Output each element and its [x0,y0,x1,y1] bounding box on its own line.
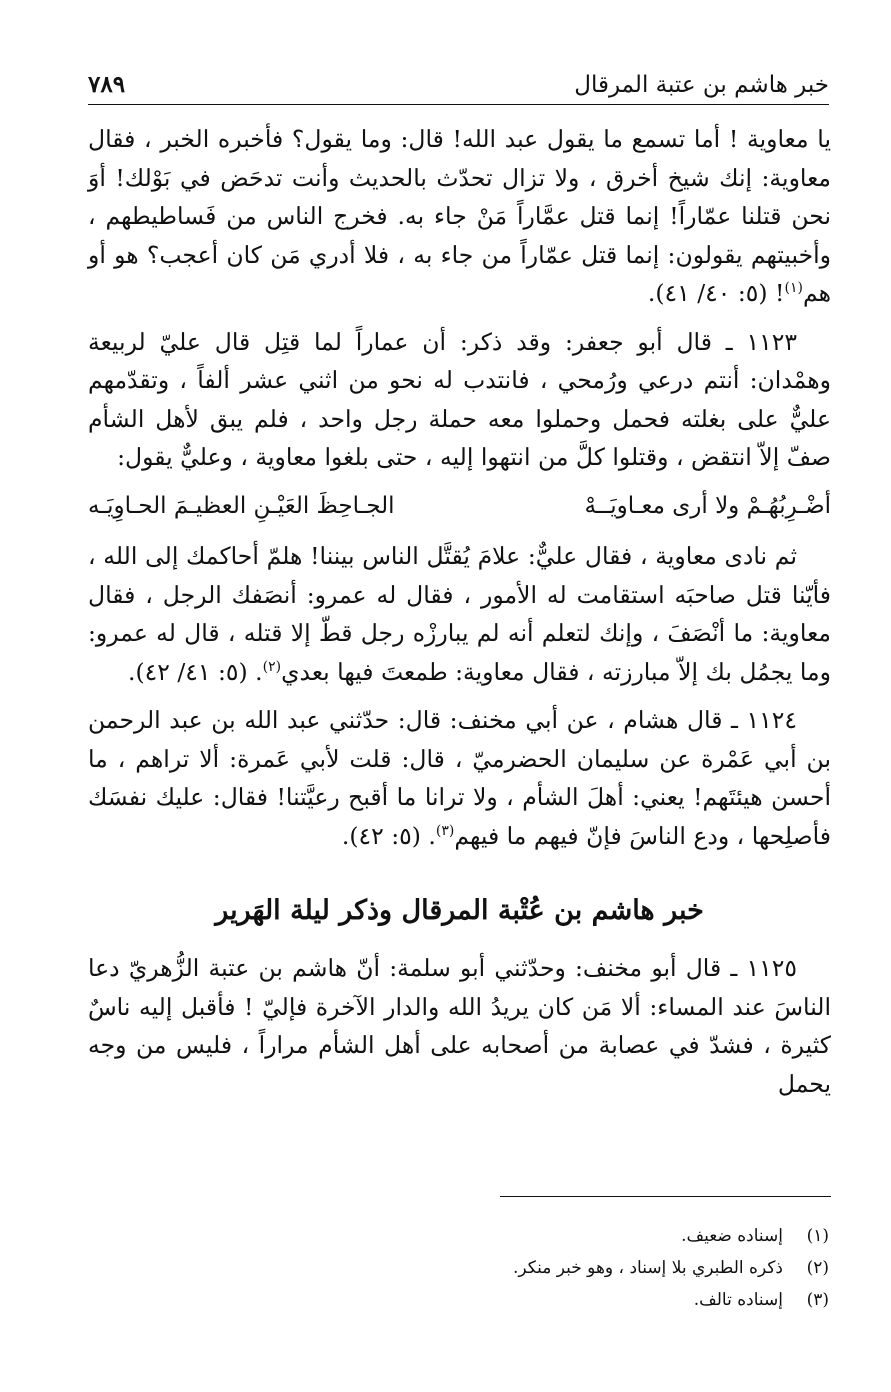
page-header [88,60,829,105]
page-body [88,120,831,1113]
paragraph-1 [88,120,831,313]
verse-second-hemistich: الجـاحِظَ العَيْـنِ العظيـمَ الحـاوِيَـه [88,492,395,519]
paragraph-1124 [88,701,831,855]
paragraph-text: ١١٢٤ ـ قال هشام ، عن أبي مخنف: قال: حدّثني عبد الله بن عبد الرحمن بن أبي عَمْرة عن سليمان الحضرميّ ، قال: قلت لأبي عَمرة: ألا تراهم ، ما أحسن هيئتَهم! يعني: أهلَ الشأم ، ولا ترانا ما أقبح رعيَّتنا! فقال: عليك نفسَك فأصلِحها ، ودع الناسَ فإنّ فيهم ما فيهم [88,706,831,850]
footnote-marker-2: (٢) [262,658,282,675]
footnote-1 [69,1220,829,1252]
footnote-2 [69,1252,829,1284]
footnote-number: (٢) [806,1258,829,1278]
paragraph-1125 [88,949,831,1103]
running-title: خبر هاشم بن عتبة المرقال [574,72,829,98]
reference-tail: . (٥: ٤٢). [341,821,436,850]
footnote-text: إسناده تالف. [693,1290,783,1310]
poetry-verse [88,487,831,526]
paragraph-text: ثم نادى معاوية ، فقال عليٌّ: علامَ يُقتَّل الناس بيننا! هلمّ أحاكمك إلى الله ، فأيّنا قتل صاحبَه استقامت له الأمور ، فقال له عمرو: أنصَفك الرجل ، فقال معاوية: ما أنْصَفَ ، وإنك لتعلم أنه لم يبارزْه رجل قطّ إلا قتله ، قال له عمرو: وما يجمُل بك إلاّ مبارزته ، فقال معاوية: طمعتَ فيها بعدي [88,542,831,686]
footnote-number: (٣) [806,1290,829,1310]
reference-tail: . (٥: ٤١/ ٤٢). [127,657,263,686]
footnote-marker-3: (٣) [435,822,455,839]
footnotes [69,1220,829,1316]
footnote-text: إسناده ضعيف. [681,1226,783,1246]
paragraph-text: يا معاوية ! أما تسمع ما يقول عبد الله! قال: وما يقول؟ فأخبره الخبر ، فقال معاوية: إنك شيخ أخرق ، ولا تزال تحدّث بالحديث وأنت تدحَض في بَوْلك! أوَ نحن قتلنا عمّاراً! إنما قتل عمَّاراً مَنْ جاء به. فخرج الناس من فَساطيطهم ، وأخبيتهم يقولون: إنما قتل عمّاراً من جاء به ، فلا أدري مَن كان أعجب؟ هو أو هم [88,125,831,307]
footnote-text: ذكره الطبري بلا إسناد ، وهو خبر منكر. [512,1258,783,1278]
section-heading: خبر هاشم بن عُتْبة المرقال وذكر ليلة الهَرير [215,895,704,926]
footnote-3 [69,1284,829,1316]
verse-first-hemistich: أضْـرِبُهُـمْ ولا أرى معـاويَــهْ [584,492,831,519]
paragraph-text: ١١٢٥ ـ قال أبو مخنف: وحدّثني أبو سلمة: أنّ هاشم بن عتبة الزُّهريّ دعا الناسَ عند المساء: ألا مَن كان يريدُ الله والدار الآخرة فإليّ ! فأقبل إليه ناسٌ كثيرة ، فشدّ في عصابة من أصحابه على أهل الشأم مراراً ، فليس من وجه يحمل [88,954,831,1098]
footnote-divider [500,1196,831,1197]
paragraph-text: ١١٢٣ ـ قال أبو جعفر: وقد ذكر: أن عماراً لما قتِل قال عليّ لربيعة وهمْدان: أنتم درعي ورُمحي ، فانتدب له نحو من اثني عشر ألفاً ، وتقدّمهم عليٌّ على بغلته فحمل وحملوا معه حملة رجل واحد ، فلم يبق لأهل الشأم صفّ إلاّ انتقض ، وقتلوا كلَّ من انتهوا إليه ، حتى بلغوا معاوية ، وعليٌّ يقول: [88,327,831,471]
page-number: ٧٨٩ [88,71,126,98]
paragraph-3 [88,537,831,691]
paragraph-1123 [88,323,831,477]
footnote-marker-1: (١) [784,280,803,297]
footnote-number: (١) [806,1226,829,1246]
reference-tail: ! (٥: ٤٠/ ٤١). [647,279,785,307]
